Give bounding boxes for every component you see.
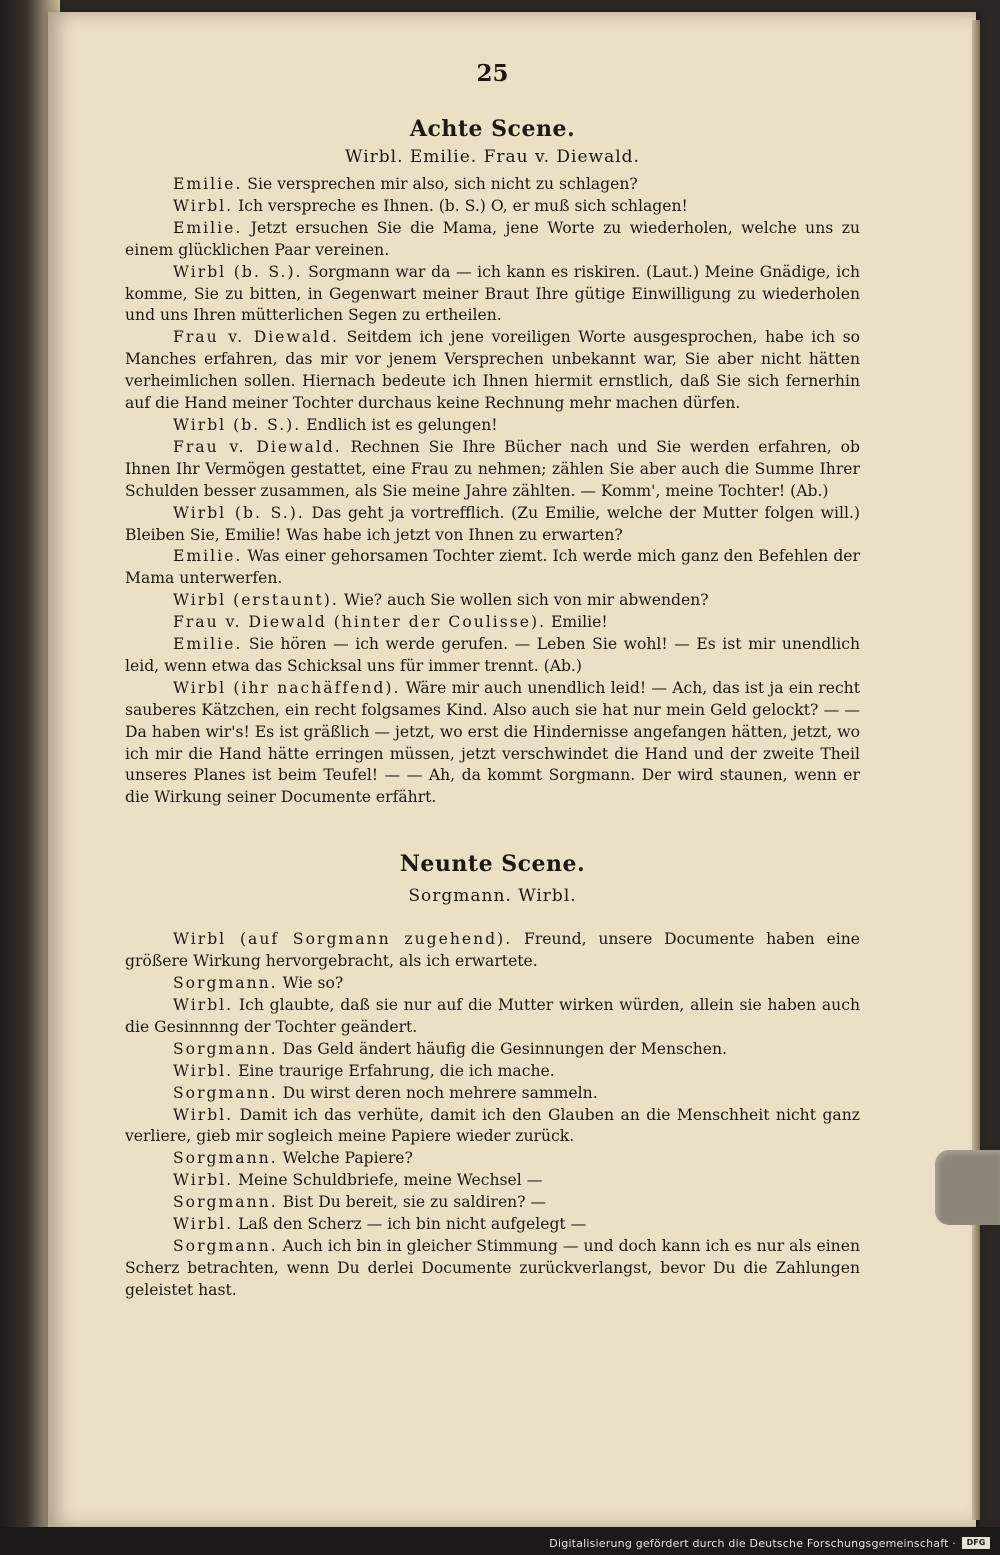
speaker-name: Wirbl. [173,1105,234,1124]
speaker-name: Wirbl. [173,1061,234,1080]
dialogue-text: Du wirst deren noch mehrere sammeln. [282,1083,598,1102]
scene-dialogue [125,174,860,809]
speaker-name: Sorgmann. [173,1083,278,1102]
dialogue-line [125,973,860,995]
scene-dialogue [125,929,860,1301]
footer-credit: Digitalisierung gefördert durch die Deutsche Forschungsgemeinschaft · [549,1537,956,1550]
dialogue-text: Laß den Scherz — ich bin nicht aufgelegt — [238,1215,587,1234]
dialogue-text: Sie hören — ich werde gerufen. — Leben Sie wohl! — Es ist mir unendlich leid, wenn etwa das Schicksal uns für immer trennt. (Ab.) [125,635,860,675]
scene-cast: Sorgmann. Wirbl. [408,886,577,907]
dialogue-text: Endlich ist es gelungen! [306,415,498,434]
dialogue-line [125,437,860,503]
speaker-name: Wirbl. [173,1171,234,1190]
dialogue-line [125,503,860,547]
speaker-name: Emilie. [173,635,243,654]
speaker-name: Wirbl (ihr nachäffend). [173,678,401,697]
dialogue-text: Damit ich das verhüte, damit ich den Glauben an die Menschheit nicht ganz verliere, gieb mir sogleich meine Papiere wieder zurück. [125,1105,860,1146]
dialogue-line [125,327,860,415]
speaker-name: Wirbl (auf Sorgmann zugehend). [173,930,513,949]
dialogue-text: Jetzt ersuchen Sie die Mama, jene Worte zu wiederholen, welche uns zu einem glücklichen Paar vereinen. [125,218,860,259]
dialogue-line [125,218,860,262]
dialogue-line [125,1039,860,1061]
speaker-name: Wirbl. [173,196,234,215]
dialogue-text: Das Geld ändert häufig die Gesinnungen der Menschen. [282,1039,728,1058]
speaker-name: Frau v. Diewald (hinter der Coulisse). [173,613,547,632]
dialogue-line [125,1148,860,1170]
speaker-name: Emilie. [173,547,243,566]
scene-title: Achte Scene. [409,116,576,142]
dialogue-text: Meine Schuldbriefe, meine Wechsel — [238,1171,543,1190]
dialogue-line [125,1192,860,1214]
speaker-name: Wirbl. [173,1215,234,1234]
dialogue-text: Wie? auch Sie wollen sich von mir abwenden? [343,591,709,610]
dialogue-text: Emilie! [551,613,608,632]
dialogue-text: Rechnen Sie Ihre Bücher nach und Sie werden erfahren, ob Ihnen Ihr Vermögen gestattet, eine Frau zu nehmen; zählen Sie aber auch die Summe Ihrer Schulden besser zusammen, als Sie meine Jahre zählten. — Komm', meine Tochter! (Ab.) [125,437,860,500]
speaker-name: Wirbl. [173,996,234,1014]
speaker-name: Sorgmann. [173,1236,278,1255]
dialogue-line [125,174,860,196]
speaker-name: Sorgmann. [173,974,278,993]
speaker-name: Wirbl (erstaunt). [173,591,339,610]
dialogue-line [125,1105,860,1149]
dialogue-line [125,995,860,1039]
dialogue-text: Seitdem ich jene voreiligen Worte ausgesprochen, habe ich so Manches erfahren, das mir vor jenem Versprechen unbekannt war, Sie aber nicht hätten verheimlichen sollen. Hiernach bedeute ich Ihnen hiermit ernstlich, daß Sie sich fernerhin auf die Hand meiner Tochter durchaus keine Rechnung mehr machen dürfen. [125,328,860,413]
dialogue-text: Was einer gehorsamen Tochter ziemt. Ich werde mich ganz den Befehlen der Mama unterwerfen. [125,547,860,588]
dialogue-line [125,678,860,809]
scene-cast: Wirbl. Emilie. Frau v. Diewald. [345,147,640,167]
dialogue-text: Ich glaubte, daß sie nur auf die Mutter wirken würden, allein sie haben auch die Gesinnnng der Tochter geändert. [125,996,860,1036]
dialogue-line [125,1214,860,1236]
dialogue-line [125,590,860,612]
speaker-name: Wirbl (b. S.). [173,503,305,522]
dialogue-line [125,546,860,590]
dialogue-line [125,1236,860,1302]
dialogue-line [125,1170,860,1192]
dialogue-text: Bist Du bereit, sie zu saldiren? — [282,1193,547,1212]
page-number: 25 [476,60,509,87]
dialogue-line [125,634,860,678]
speaker-name: Sorgmann. [173,1149,278,1168]
dfg-logo: DFG [962,1537,990,1549]
dialogue-text: Auch ich bin in gleicher Stimmung — und doch kann ich es nur als einen Scherz betrachten, wenn Du derlei Documente zurückverlangst, bevor Du die Zahlungen geleistet hast. [125,1236,860,1299]
dialogue-text: Wäre mir auch unendlich leid! — Ach, das ist ja ein recht sauberes Kätzchen, ein recht folgsames Kind. Also auch sie hat nur mein Geld gelockt? — — Da haben wir's! Es ist gräßlich — jetzt, wo erst die Hindernisse angefangen hätten, jetzt, wo ich mir die Hand hätte erringen müssen, jetzt verschwindet die Hand und der zweite Theil unseres Planes ist beim Teufel! — — Ah, da kommt Sorgmann. Der wird staunen, wenn er die Wirkung seiner Documente erfährt. [125,678,860,807]
dialogue-line [125,1083,860,1105]
dialogue-line [125,415,860,437]
dialogue-text: Eine traurige Erfahrung, die ich mache. [238,1061,555,1080]
speaker-name: Wirbl (b. S.). [173,262,303,281]
dialogue-text: Das geht ja vortrefflich. (Zu Emilie, welche der Mutter folgen will.) Bleiben Sie, Emilie! Was habe ich jetzt von Ihnen zu erwarten? [125,503,860,544]
page-tab-marker [935,1150,1000,1225]
dialogue-text: Wie so? [282,974,344,993]
dialogue-text: Ich verspreche es Ihnen. (b. S.) O, er muß sich schlagen! [238,196,688,215]
dialogue-text: Sorgmann war da — ich kann es riskiren. (Laut.) Meine Gnädige, ich komme, Sie zu bitten, in Gegenwart meiner Braut Ihre gütige Einwilligung zu wiederholen und uns Ihren mütterlichen Segen zu ertheilen. [125,262,860,325]
speaker-name: Wirbl (b. S.). [173,415,302,434]
page-content [125,58,860,1302]
dialogue-line [125,262,860,328]
dialogue-line [125,1061,860,1083]
dialogue-text: Sie versprechen mir also, sich nicht zu schlagen? [247,175,638,193]
speaker-name: Emilie. [173,218,243,237]
scene-title: Neunte Scene. [399,851,586,878]
page-edge [972,20,980,1520]
dialogue-line [125,929,860,973]
dialogue-text: Welche Papiere? [282,1149,413,1168]
dialogue-line [125,196,860,218]
speaker-name: Frau v. Diewald. [173,328,339,347]
speaker-name: Emilie. [173,175,243,193]
speaker-name: Sorgmann. [173,1039,278,1058]
dialogue-line [125,612,860,634]
speaker-name: Sorgmann. [173,1193,278,1212]
speaker-name: Frau v. Diewald. [173,437,342,456]
dialogue-text: Freund, unsere Documente haben eine größere Wirkung hervorgebracht, als ich erwartete. [125,930,860,971]
